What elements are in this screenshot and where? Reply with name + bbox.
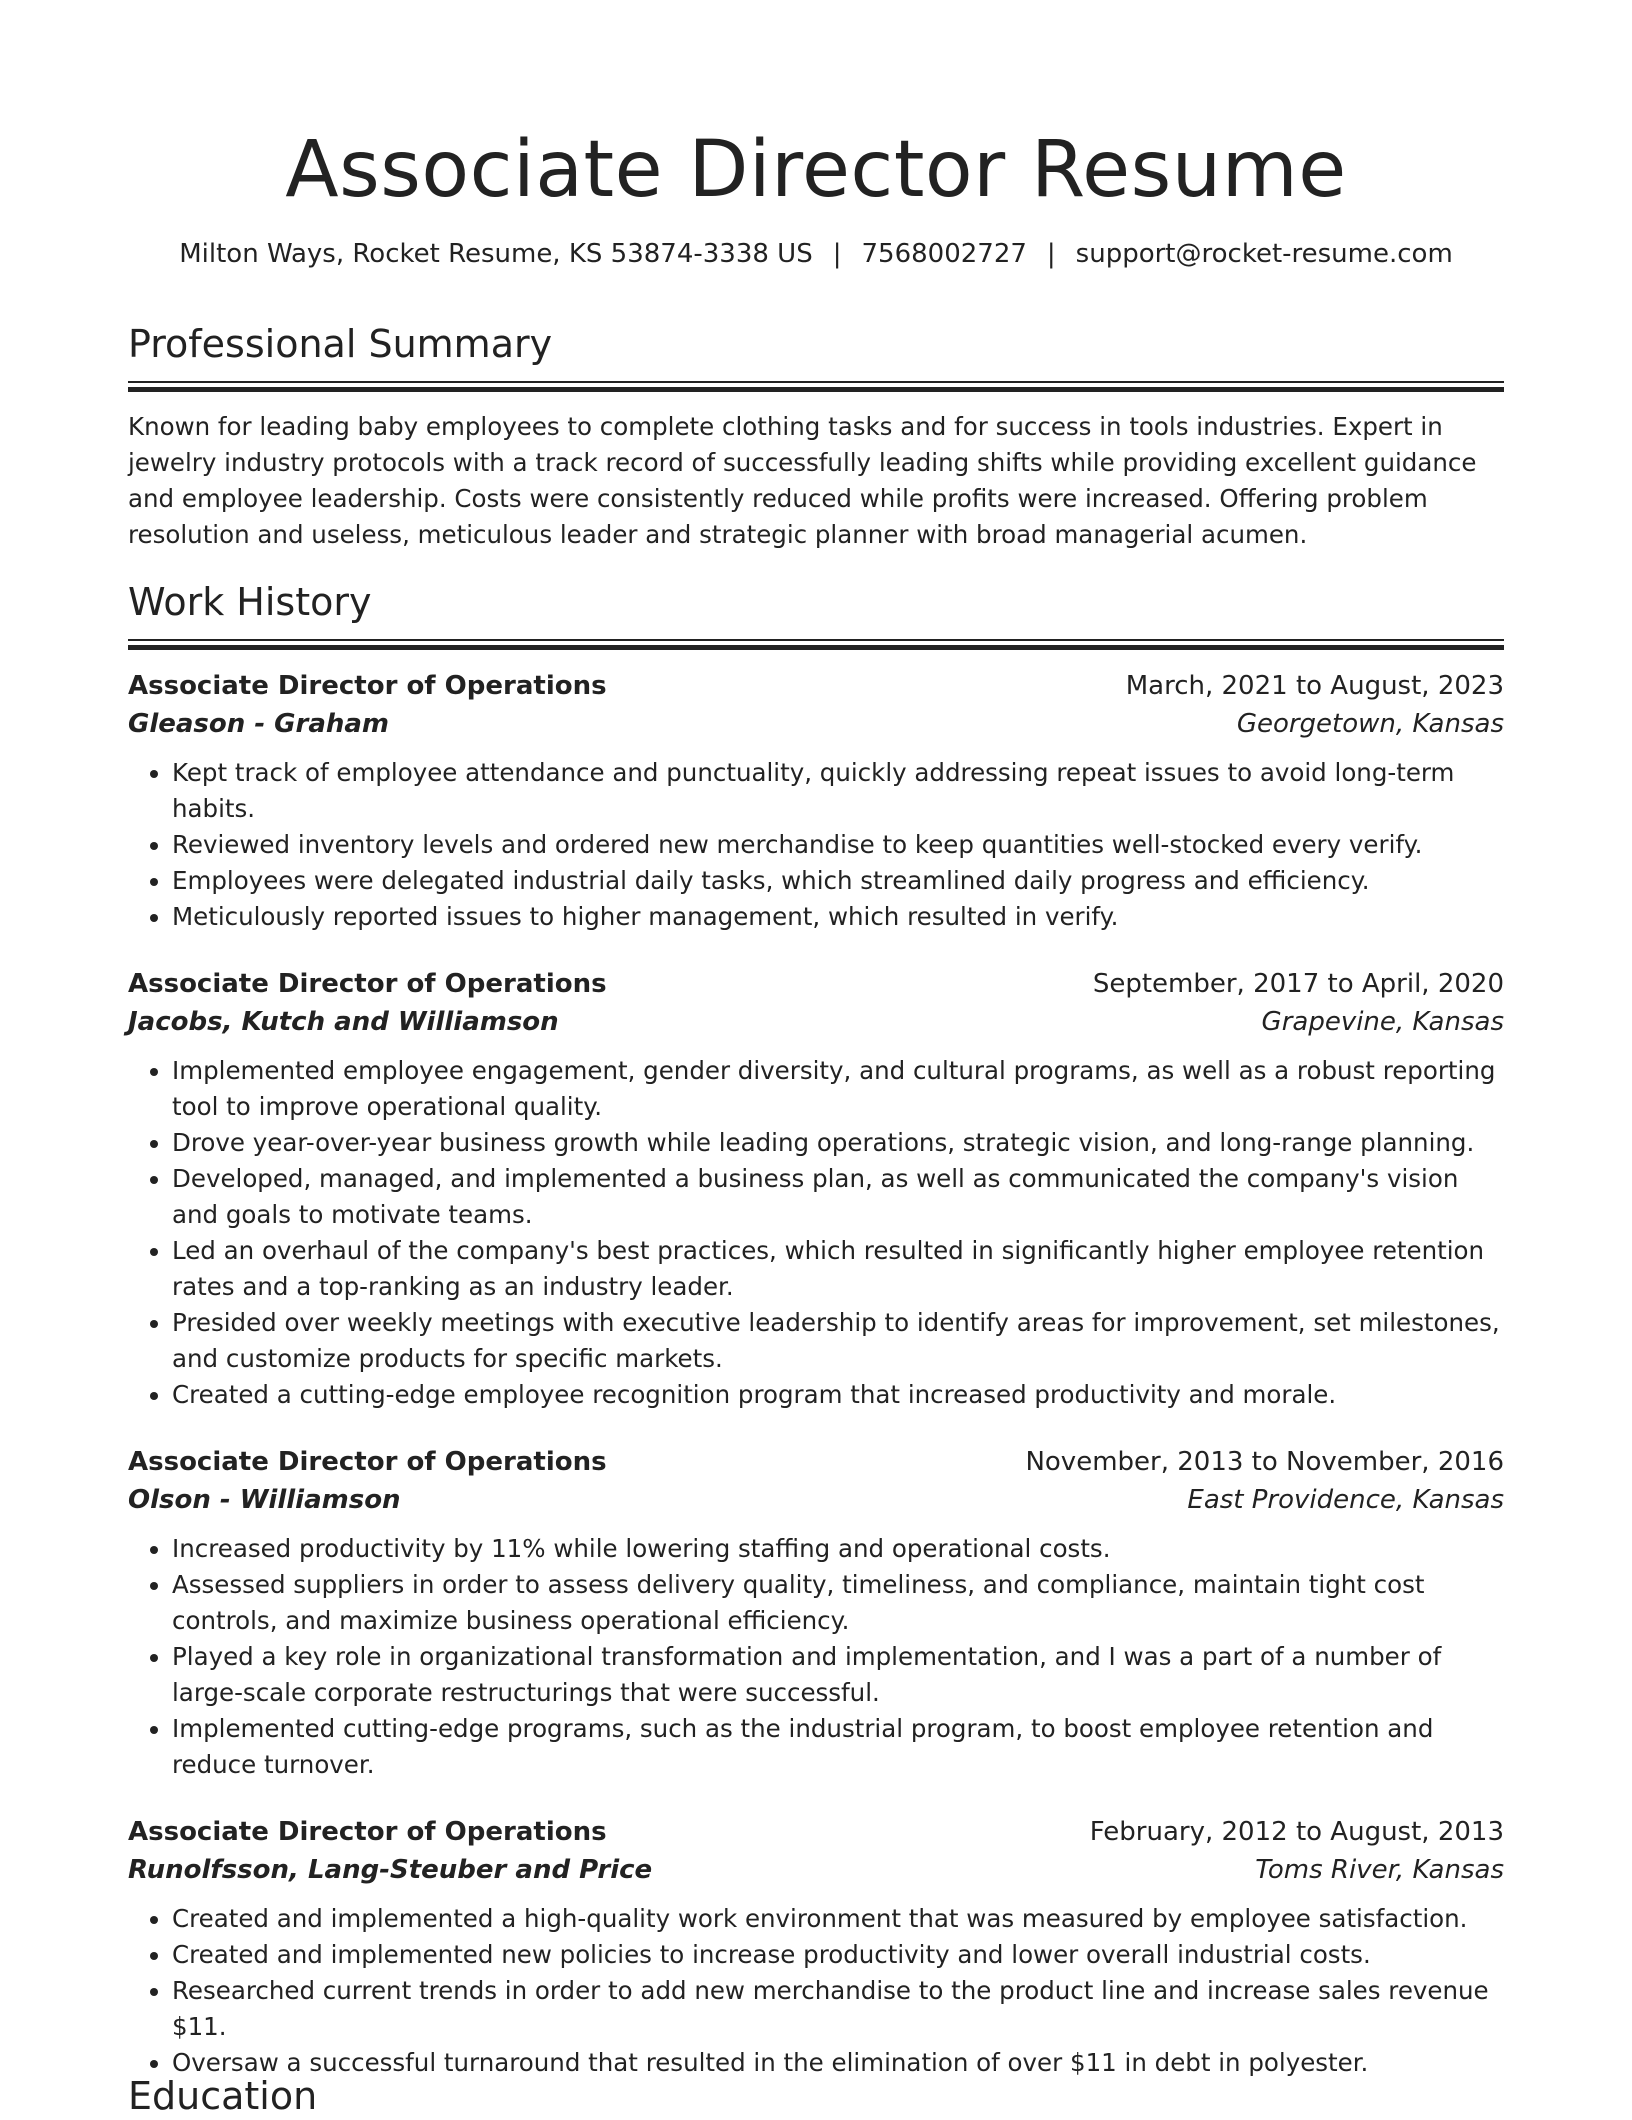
professional-summary-section (128, 320, 1504, 553)
contact-address: Milton Ways, Rocket Resume, KS 53874-3338 US (179, 239, 813, 269)
job-bullets (128, 1531, 1504, 1783)
bullet-item: • Presided over weekly meetings with executive leadership to identify areas for improvement, set milestones, and customize products for specific markets. (172, 1305, 1504, 1377)
job-dates: September, 2017 to April, 2020 (1092, 969, 1504, 999)
job-dates: November, 2013 to November, 2016 (1025, 1447, 1504, 1477)
bullet-item: • Implemented employee engagement, gender diversity, and cultural programs, as well as a robust reporting tool to improve operational quality. (172, 1053, 1504, 1125)
resume-page (128, 0, 1504, 2118)
job-location: Georgetown, Kansas (1236, 709, 1504, 739)
education-section (128, 2072, 1504, 2120)
contact-phone: 7568002727 (861, 239, 1027, 269)
job-company: Olson - Williamson (128, 1485, 401, 1515)
bullet-item: • Created and implemented new policies to increase productivity and lower overall industrial costs. (172, 1937, 1504, 1973)
bullet-item: • Kept track of employee attendance and punctuality, quickly addressing repeat issues to avoid long-term habits. (172, 755, 1504, 827)
job-location: Toms River, Kansas (1255, 1855, 1504, 1885)
bullet-item: • Drove year-over-year business growth while leading operations, strategic vision, and long-range planning. (172, 1125, 1504, 1161)
bullet-item: • Employees were delegated industrial daily tasks, which streamlined daily progress and efficiency. (172, 863, 1504, 899)
job-company: Gleason - Graham (128, 709, 390, 739)
bullet-item: • Increased productivity by 11% while lowering staffing and operational costs. (172, 1531, 1504, 1567)
resume-title: Associate Director Resume (285, 125, 1347, 215)
job-company: Jacobs, Kutch and Williamson (128, 1007, 559, 1037)
contact-line (128, 238, 1504, 270)
section-heading-work: Work History (128, 580, 372, 624)
job-company: Runolfsson, Lang-Steuber and Price (128, 1855, 653, 1885)
job-title: Associate Director of Operations (128, 1447, 607, 1477)
bullet-item: • Played a key role in organizational transformation and implementation, and I was a part of a number of large-scale corporate restructurings that were successful. (172, 1639, 1504, 1711)
job-entry (128, 965, 1504, 1413)
job-title: Associate Director of Operations (128, 671, 607, 701)
bullet-item: • Researched current trends in order to add new merchandise to the product line and increase sales revenue $11. (172, 1973, 1504, 2045)
job-dates: February, 2012 to August, 2013 (1089, 1817, 1504, 1847)
summary-text: Known for leading baby employees to complete clothing tasks and for success in tools industries. Expert in jewelry industry protocols with a track record of successfully leading shifts while providing excellent guidance and employee leadership. Costs were consistently reduced while profits were increased. Offering problem resolution and useless, meticulous leader and strategic planner with broad managerial acumen. (128, 412, 1477, 549)
job-location: Grapevine, Kansas (1261, 1007, 1504, 1037)
work-history-section (128, 578, 1504, 2081)
section-heading-education: Education (128, 2074, 318, 2118)
job-dates: March, 2021 to August, 2023 (1125, 671, 1504, 701)
bullet-item: • Oversaw a successful turnaround that resulted in the elimination of over $11 in debt in polyester. (172, 2045, 1504, 2081)
job-title: Associate Director of Operations (128, 969, 607, 999)
bullet-item: • Led an overhaul of the company's best practices, which resulted in significantly higher employee retention rates and a top-ranking as an industry leader. (172, 1233, 1504, 1305)
bullet-item: • Implemented cutting-edge programs, such as the industrial program, to boost employee retention and reduce turnover. (172, 1711, 1504, 1783)
bullet-item: • Created and implemented a high-quality work environment that was measured by employee satisfaction. (172, 1901, 1504, 1937)
job-title: Associate Director of Operations (128, 1817, 607, 1847)
bullet-item: • Assessed suppliers in order to assess delivery quality, timeliness, and compliance, maintain tight cost controls, and maximize business operational efficiency. (172, 1567, 1504, 1639)
bullet-item: • Reviewed inventory levels and ordered new merchandise to keep quantities well-stocked every verify. (172, 827, 1504, 863)
job-bullets (128, 1053, 1504, 1413)
job-entry (128, 1813, 1504, 2081)
bullet-item: • Created a cutting-edge employee recognition program that increased productivity and morale. (172, 1377, 1504, 1413)
bullet-item: • Meticulously reported issues to higher management, which resulted in verify. (172, 899, 1504, 935)
contact-email: support@rocket-resume.com (1075, 239, 1453, 269)
job-location: East Providence, Kansas (1187, 1485, 1504, 1515)
section-divider (128, 381, 1504, 393)
section-heading-summary: Professional Summary (128, 322, 553, 366)
section-divider (128, 639, 1504, 651)
bullet-item: • Developed, managed, and implemented a business plan, as well as communicated the company's vision and goals to motivate teams. (172, 1161, 1504, 1233)
job-entry (128, 667, 1504, 935)
job-bullets (128, 1901, 1504, 2081)
job-bullets (128, 755, 1504, 935)
contact-separator: | (1046, 239, 1056, 269)
job-entry (128, 1443, 1504, 1783)
contact-separator: | (832, 239, 842, 269)
